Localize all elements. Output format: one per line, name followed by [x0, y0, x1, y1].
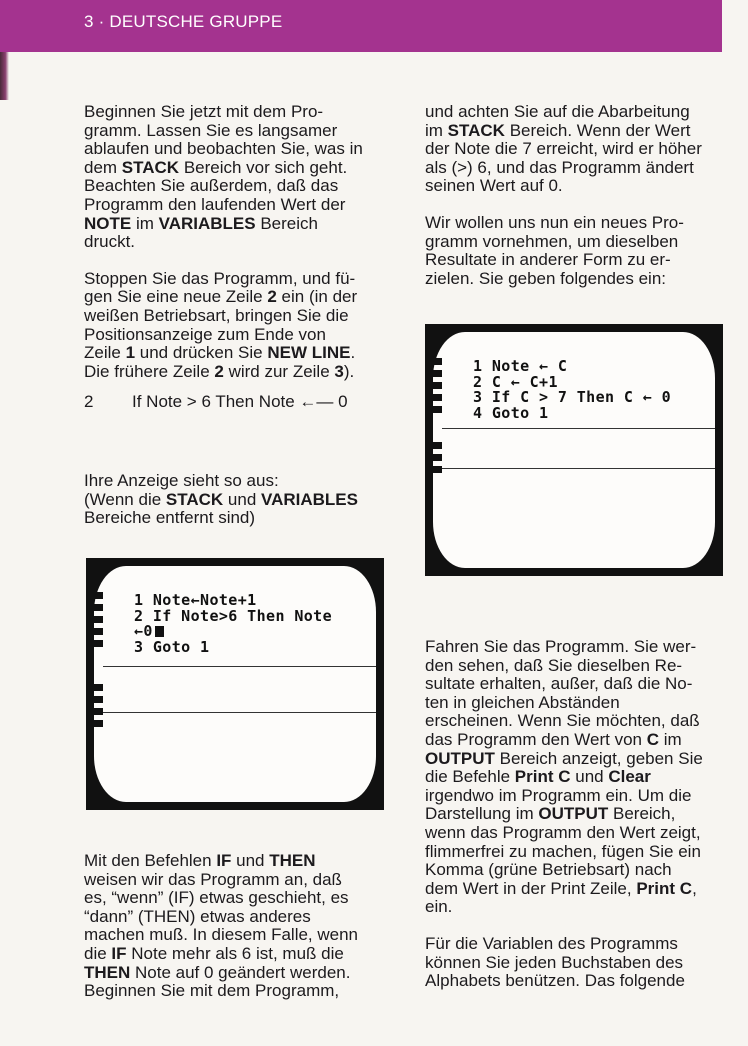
section-title: 3 · DEUTSCHE GRUPPE	[84, 12, 283, 31]
code-statement: If Note > 6 Then Note ←— 0	[132, 392, 348, 411]
paragraph: Wir wollen uns nun ein neues Pro- gramm vornehmen, um dieselben Resultate in anderer Form zu er- zielen. Sie geben folgendes ein:	[425, 212, 684, 288]
paragraph: Beginnen Sie jetzt mit dem Pro- gramm. Lassen Sie es langsamer ablaufen und beobachten Sie, was in dem STACK Bereich vor sich geht. Beachten Sie außerdem, daß das Programm den laufenden Wert der NOTE im VARIABLES Bereich druckt.	[84, 102, 363, 252]
code-line-number: 2	[84, 392, 94, 411]
tv-screen-left	[86, 558, 384, 810]
text-cursor	[155, 626, 164, 637]
paragraph: Stoppen Sie das Programm, und fü- gen Sie eine neue Zeile 2 ein (in der weißen Betriebsart, bringen Sie die Positionsanzeige zum Ende von Zeile 1 und drücken Sie NEW LINE. Die frühere Zeile 2 wird zur Zeile 3).	[84, 268, 358, 381]
paragraph: Mit den Befehlen IF und THEN weisen wir das Programm an, daß es, “wenn” (IF) etwas geschieht, es “dann” (THEN) etwas anderes machen muß. In diesem Falle, wenn die IF Note mehr als 6 ist, muß die THEN Note auf 0 geändert werden. Beginnen Sie mit dem Programm,	[84, 851, 359, 1001]
left-column-mid	[84, 472, 394, 528]
paragraph: und achten Sie auf die Abarbeitung im STACK Bereich. Wenn der Wert der Note die 7 erreicht, wird er höher als (>) 6, und das Programm ändert seinen Wert auf 0.	[425, 102, 702, 196]
paragraph: Fahren Sie das Programm. Sie wer- den sehen, daß Sie dieselben Re- sultate erhalten, außer, daß die No- ten in gleichen Abständen erscheinen. Wenn Sie möchten, daß das Programm den Wert von C im OUTPUT Bereich anzeigt, geben Sie die Befehle Print C und Clear irgendwo im Programm ein. Um die Darstellung im OUTPUT Bereich, wenn das Programm den Wert zeigt, flimmerfrei zu machen, fügen Sie ein Komma (grüne Betriebsart) nach dem Wert in der Print Zeile, Print C, ein.	[425, 637, 703, 917]
screen-program-listing: 1 Note←Note+1 2 If Note>6 Then Note ←0 3 Goto 1	[134, 591, 333, 656]
screen-program-listing: 1 Note ← C 2 C ← C+1 3 If C > 7 Then C ← 0 4 Goto 1	[473, 357, 672, 422]
left-column-bottom	[84, 852, 394, 1001]
paragraph: Ihre Anzeige sieht so aus: (Wenn die STACK und VARIABLES Bereiche entfernt sind)	[84, 471, 358, 528]
header-band	[0, 0, 722, 52]
left-column	[84, 103, 394, 381]
right-column	[425, 103, 730, 288]
right-column-bottom	[425, 638, 730, 991]
tv-screen-right	[425, 324, 723, 576]
paragraph: Für die Variablen des Programms können Sie jeden Buchstaben des Alphabets benützen. Das folgende	[425, 933, 685, 991]
